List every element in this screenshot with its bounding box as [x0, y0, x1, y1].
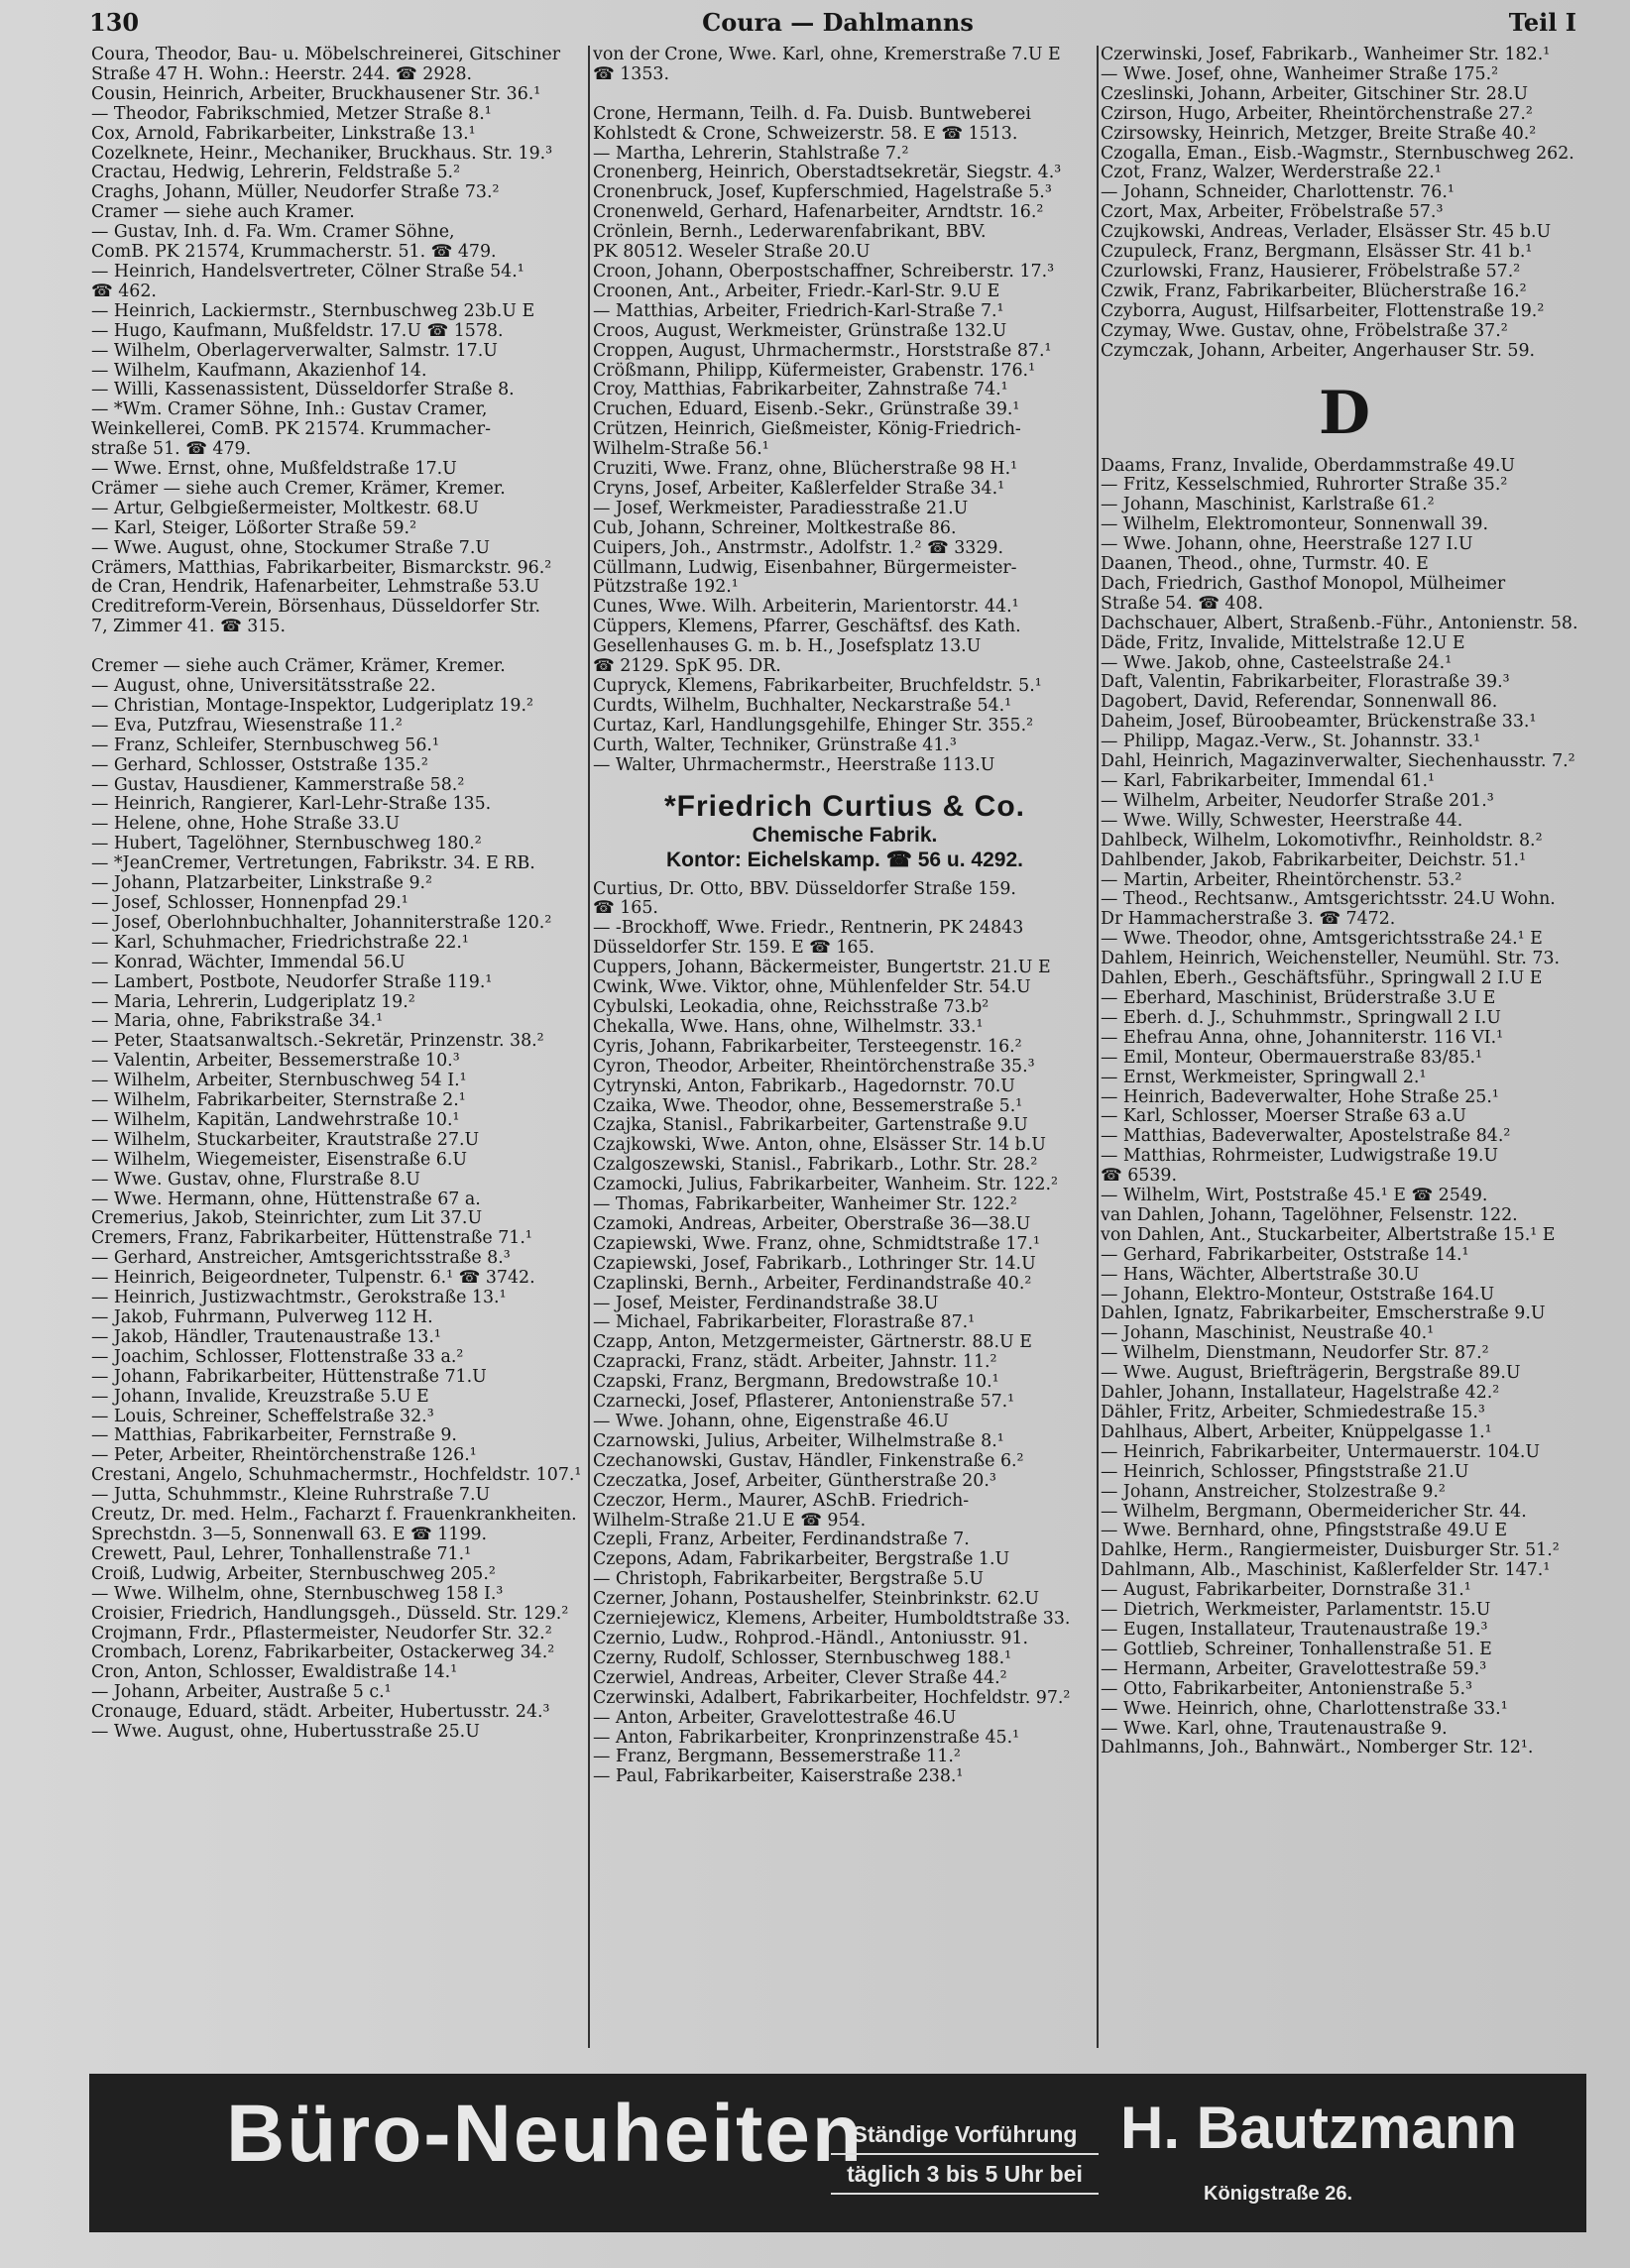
- directory-entry: Czwik, Franz, Fabrikarbeiter, Blücherstraße 16.²: [1101, 282, 1527, 301]
- directory-entry: — Peter, Staatsanwaltsch.-Sekretär, Prinzenstr. 38.²: [91, 1032, 544, 1052]
- directory-entry: — Heinrich, Justizwachtmstr., Gerokstraße 13.¹: [91, 1289, 507, 1308]
- directory-entry: — Johann, Anstreicher, Stolzestraße 9.²: [1101, 1482, 1446, 1502]
- directory-entry: Cuppers, Johann, Bäckermeister, Bungertstr. 21.U E: [593, 959, 1051, 978]
- directory-entry: Cüppers, Klemens, Pfarrer, Geschäftsf. des Kath.: [593, 618, 1021, 637]
- directory-entry: — *JeanCremer, Vertretungen, Fabrikstr. 34. E RB.: [91, 854, 535, 874]
- directory-entry: Sprechstdn. 3—5, Sonnenwall 63. E ☎ 1199.: [91, 1525, 488, 1544]
- directory-entry: Czernio, Ludw., Rohprod.-Händl., Antoniusstr. 91.: [593, 1629, 1029, 1648]
- directory-entry: Dahlmanns, Joh., Bahnwärt., Nomberger Str. 12¹.: [1101, 1739, 1534, 1758]
- directory-entry: Czeczatka, Josef, Arbeiter, Güntherstraße 20.³: [593, 1471, 996, 1491]
- directory-entry: — Lambert, Postbote, Neudorfer Straße 119.¹: [91, 972, 493, 992]
- directory-entry: — Wwe. Josef, ohne, Wanheimer Straße 175.²: [1101, 64, 1499, 84]
- directory-entry: 7, Zimmer 41. ☎ 315.: [91, 618, 286, 637]
- directory-entry: — Martha, Lehrerin, Stahlstraße 7.²: [593, 144, 909, 164]
- directory-entry: — Gustav, Hausdiener, Kammerstraße 58.²: [91, 775, 465, 795]
- directory-entry: van Dahlen, Johann, Tagelöhner, Felsenstr. 122.: [1101, 1205, 1518, 1225]
- directory-entry: — Wwe. August, ohne, Hubertusstraße 25.U: [91, 1723, 480, 1743]
- directory-entry: — Josef, Werkmeister, Paradiesstraße 21.U: [593, 499, 969, 518]
- directory-entry: Straße 47 H. Wohn.: Heerstr. 244. ☎ 2928.: [91, 64, 473, 84]
- directory-entry: — Gottlieb, Schreiner, Tonhallenstraße 51. E: [1101, 1640, 1492, 1659]
- directory-entry: Czirson, Hugo, Arbeiter, Rheintörchenstraße 27.²: [1101, 104, 1533, 124]
- directory-entry: — Emil, Monteur, Obermauerstraße 83/85.¹: [1101, 1048, 1483, 1068]
- directory-entry: Cozelknete, Heinr., Mechaniker, Bruckhaus. Str. 19.³: [91, 144, 553, 164]
- directory-entry: Czort, Max, Arbeiter, Fröbelstraße 57.³: [1101, 203, 1444, 223]
- directory-entry: Czerwinski, Adalbert, Fabrikarbeiter, Hochfeldstr. 97.²: [593, 1688, 1071, 1708]
- directory-entry: Czapiewski, Wwe. Franz, ohne, Schmidtstraße 17.¹: [593, 1234, 1040, 1254]
- directory-entry: Czymay, Wwe. Gustav, ohne, Fröbelstraße 37.²: [1101, 321, 1508, 341]
- directory-entry: — Helene, ohne, Hohe Straße 33.U: [91, 815, 400, 835]
- directory-entry: — Karl, Fabrikarbeiter, Immendal 61.¹: [1101, 772, 1435, 791]
- directory-entry: — Franz, Bergmann, Bessemerstraße 11.²: [593, 1748, 961, 1767]
- directory-entry: — Wwe. Ernst, ohne, Mußfeldstraße 17.U: [91, 460, 457, 480]
- directory-entry: — Ehefrau Anna, ohne, Johanniterstr. 116 VI.¹: [1101, 1028, 1504, 1048]
- directory-entry: — Gerhard, Schlosser, Oststraße 135.²: [91, 755, 428, 775]
- directory-entry: — Heinrich, Handelsvertreter, Cölner Straße 54.¹: [91, 262, 524, 282]
- directory-entry: Czot, Franz, Walzer, Werderstraße 22.¹: [1101, 164, 1442, 183]
- directory-entry: Czamocki, Julius, Fabrikarbeiter, Wanheim. Str. 122.²: [593, 1176, 1058, 1195]
- directory-entry: — Louis, Schreiner, Scheffelstraße 32.³: [91, 1407, 434, 1426]
- directory-entry: de Cran, Hendrik, Hafenarbeiter, Lehmstraße 53.U: [91, 578, 540, 598]
- directory-entry: Croonen, Ant., Arbeiter, Friedr.-Karl-Str. 9.U E: [593, 282, 1000, 301]
- directory-entry: — Jakob, Fuhrmann, Pulverweg 112 H.: [91, 1308, 433, 1327]
- directory-entry: — Thomas, Fabrikarbeiter, Wanheimer Str. 122.²: [593, 1195, 1017, 1215]
- directory-entry: — Heinrich, Badeverwalter, Hohe Straße 25.¹: [1101, 1087, 1499, 1107]
- directory-entry: — Wwe. Heinrich, ohne, Charlottenstraße 33.¹: [1101, 1699, 1508, 1719]
- directory-entry: — Fritz, Kesselschmied, Ruhrorter Straße 35.²: [1101, 476, 1508, 496]
- directory-entry: Dach, Friedrich, Gasthof Monopol, Mülheimer: [1101, 574, 1506, 594]
- directory-entry: Dagobert, David, Referendar, Sonnenwall 86.: [1101, 693, 1498, 713]
- directory-entry: Cremerius, Jakob, Steinrichter, zum Lit 37.U: [91, 1209, 483, 1229]
- directory-entry: — Eugen, Installateur, Trautenaustraße 19.³: [1101, 1620, 1488, 1640]
- directory-entry: — Wilhelm, Kaufmann, Akazienhof 14.: [91, 361, 427, 381]
- directory-entry: Czerniejewicz, Klemens, Arbeiter, Humboldtstraße 33.: [593, 1610, 1071, 1630]
- directory-entry: — August, Fabrikarbeiter, Dornstraße 31.¹: [1101, 1581, 1471, 1601]
- column-2: [593, 46, 1097, 2062]
- directory-entry: — Hans, Wächter, Albertstraße 30.U: [1101, 1265, 1420, 1285]
- directory-entry: — Valentin, Arbeiter, Bessemerstraße 10.³: [91, 1052, 460, 1072]
- directory-entry: Czapp, Anton, Metzgermeister, Gärtnerstr. 88.U E: [593, 1333, 1032, 1353]
- directory-entry: Czajkowski, Wwe. Anton, ohne, Elsässer Str. 14 b.U: [593, 1136, 1046, 1156]
- directory-entry: Kohlstedt & Crone, Schweizerstr. 58. E ☎ 1513.: [593, 124, 1018, 144]
- directory-entry: — Maria, Lehrerin, Ludgeriplatz 19.²: [91, 992, 415, 1012]
- page-number: 130: [89, 8, 140, 37]
- directory-entry: — Heinrich, Rangierer, Karl-Lehr-Straße 135.: [91, 795, 492, 815]
- directory-entry: Crößmann, Philipp, Küfermeister, Grabenstr. 176.¹: [593, 361, 1036, 381]
- directory-entry: — Hugo, Kaufmann, Mußfeldstr. 17.U ☎ 1578.: [91, 321, 504, 341]
- directory-entry: — Matthias, Badeverwalter, Apostelstraße 84.²: [1101, 1127, 1511, 1147]
- directory-entry: — Martin, Arbeiter, Rheintörchenstr. 53.²: [1101, 870, 1462, 890]
- directory-entry: Daanen, Theod., ohne, Turmstr. 40. E: [1101, 555, 1429, 575]
- directory-entry: — Christian, Montage-Inspektor, Ludgeriplatz 19.²: [91, 696, 533, 716]
- directory-entry: straße 51. ☎ 479.: [91, 440, 252, 460]
- directory-entry: — Maria, ohne, Fabrikstraße 34.¹: [91, 1012, 384, 1032]
- directory-entry: Curtaz, Karl, Handlungsgehilfe, Ehinger Str. 355.²: [593, 716, 1034, 736]
- banner-firm: H. Bautzmann: [1120, 2095, 1518, 2161]
- directory-entry: — Ernst, Werkmeister, Springwall 2.¹: [1101, 1068, 1427, 1087]
- directory-entry: — Anton, Arbeiter, Gravelottestraße 46.U: [593, 1708, 957, 1728]
- directory-entry: — Theod., Rechtsanw., Amtsgerichtsstr. 24.U Wohn.: [1101, 890, 1556, 910]
- directory-entry: ☎ 462.: [91, 282, 157, 301]
- directory-entry: — Theodor, Fabrikschmied, Metzer Straße 8.¹: [91, 104, 492, 124]
- directory-entry: Czapracki, Franz, städt. Arbeiter, Jahnstr. 11.²: [593, 1353, 997, 1373]
- directory-entry: — Wilhelm, Wiegemeister, Eisenstraße 6.U: [91, 1150, 468, 1170]
- directory-entry: — Johann, Arbeiter, Austraße 5 c.¹: [91, 1683, 392, 1703]
- column-rule: [588, 46, 590, 2048]
- directory-entry: — Wilhelm, Stuckarbeiter, Krautstraße 27.U: [91, 1130, 480, 1150]
- directory-entry: — Hermann, Arbeiter, Gravelottestraße 59.³: [1101, 1659, 1487, 1679]
- directory-entry: Czalgoszewski, Stanisl., Fabrikarb., Lothr. Str. 28.²: [593, 1156, 1038, 1176]
- directory-entry: Czeczor, Herm., Maurer, ASchB. Friedrich-: [593, 1491, 970, 1511]
- directory-entry: — Johann, Invalide, Kreuzstraße 5.U E: [91, 1387, 429, 1407]
- directory-entry: Croppen, August, Uhrmachermstr., Horststraße 87.¹: [593, 341, 1052, 361]
- directory-entry: — Wilhelm, Bergmann, Obermeidericher Str. 44.: [1101, 1502, 1527, 1522]
- directory-entry: — Wwe. Hermann, ohne, Hüttenstraße 67 a.: [91, 1190, 481, 1209]
- directory-entry: Czarnowski, Julius, Arbeiter, Wilhelmstraße 8.¹: [593, 1431, 1004, 1451]
- directory-entry: — Wilhelm, Arbeiter, Neudorfer Straße 201.³: [1101, 791, 1494, 811]
- directory-entry: — Franz, Schleifer, Sternbuschweg 56.¹: [91, 736, 439, 755]
- directory-entry: Czajka, Stanisl., Fabrikarbeiter, Gartenstraße 9.U: [593, 1116, 1028, 1136]
- directory-entry: Czupuleck, Franz, Bergmann, Elsässer Str. 41 b.¹: [1101, 243, 1533, 263]
- directory-entry: Czogalla, Eman., Eisb.-Wagmstr., Sternbuschweg 262.: [1101, 144, 1574, 164]
- directory-entry: Cractau, Hedwig, Lehrerin, Feldstraße 5.²: [91, 164, 461, 183]
- directory-entry: Cremers, Franz, Fabrikarbeiter, Hüttenstraße 71.¹: [91, 1229, 532, 1249]
- directory-entry: Dahlbender, Jakob, Fabrikarbeiter, Deichstr. 51.¹: [1101, 850, 1527, 870]
- directory-entry: Crojmann, Frdr., Pflastermeister, Neudorfer Str. 32.²: [91, 1624, 552, 1644]
- directory-entry: Dahlen, Eberh., Geschäftsführ., Springwall 2 I.U E: [1101, 969, 1543, 989]
- directory-entry: — Walter, Uhrmachermstr., Heerstraße 113.U: [593, 755, 995, 775]
- directory-entry: Weinkellerei, ComB. PK 21574. Krummacher-: [91, 420, 491, 440]
- directory-entry: Czujkowski, Andreas, Verlader, Elsässer Str. 45 b.U: [1101, 223, 1552, 243]
- banner-headline: Büro-Neuheiten: [226, 2089, 864, 2179]
- directory-entry: Croon, Johann, Oberpostschaffner, Schreiberstr. 17.³: [593, 262, 1055, 282]
- directory-entry: — August, ohne, Universitätsstraße 22.: [91, 677, 436, 696]
- directory-entry: Czirsowsky, Heinrich, Metzger, Breite Straße 40.²: [1101, 124, 1537, 144]
- directory-entry: Crewett, Paul, Lehrer, Tonhallenstraße 71.¹: [91, 1544, 472, 1564]
- directory-entry: — Christoph, Fabrikarbeiter, Bergstraße 5.U: [593, 1570, 985, 1590]
- directory-entry: — Wilhelm, Fabrikarbeiter, Sternstraße 2.¹: [91, 1091, 466, 1111]
- directory-entry: Cupryck, Klemens, Fabrikarbeiter, Bruchfeldstr. 5.¹: [593, 677, 1042, 696]
- directory-entry: — Wwe. Gustav, ohne, Flurstraße 8.U: [91, 1170, 420, 1190]
- directory-entry: von Dahlen, Ant., Stuckarbeiter, Albertstraße 15.¹ E: [1101, 1225, 1556, 1245]
- section-letter: D: [1318, 378, 1371, 448]
- directory-entry: Dahler, Johann, Installateur, Hagelstraße 42.²: [1101, 1384, 1500, 1404]
- directory-entry: — Eva, Putzfrau, Wiesenstraße 11.²: [91, 716, 403, 736]
- directory-entry: — Hubert, Tagelöhner, Sternbuschweg 180.²: [91, 835, 482, 854]
- directory-entry: Gesellenhauses G. m. b. H., Josefsplatz 13.U: [593, 637, 982, 657]
- directory-entry: — Johann, Elektro-Monteur, Oststraße 164.U: [1101, 1285, 1495, 1304]
- advertisement-banner: [89, 2074, 1586, 2232]
- directory-entry: Dahlen, Ignatz, Fabrikarbeiter, Emscherstraße 9.U: [1101, 1304, 1546, 1324]
- directory-entry: Czechanowski, Gustav, Händler, Finkenstraße 6.²: [593, 1451, 1024, 1471]
- directory-entry: — Johann, Platzarbeiter, Linkstraße 9.²: [91, 874, 433, 894]
- directory-entry: — Heinrich, Fabrikarbeiter, Untermauerstr. 104.U: [1101, 1442, 1541, 1462]
- directory-entry: Crützen, Heinrich, Gießmeister, König-Friedrich-: [593, 420, 1021, 440]
- directory-entry: Curth, Walter, Techniker, Grünstraße 41.³: [593, 736, 957, 755]
- directory-entry: — Philipp, Magaz.-Verw., St. Johannstr. 33.¹: [1101, 733, 1481, 752]
- directory-entry: Dahlbeck, Wilhelm, Lokomotivfhr., Reinholdstr. 8.²: [1101, 831, 1543, 850]
- directory-entry: Czerny, Rudolf, Schlosser, Sternbuschweg 188.¹: [593, 1648, 1012, 1668]
- column-rule: [1097, 46, 1099, 2048]
- directory-entry: — Anton, Fabrikarbeiter, Kronprinzenstraße 45.¹: [593, 1728, 1020, 1748]
- directory-entry: — Michael, Fabrikarbeiter, Florastraße 87.¹: [593, 1313, 976, 1333]
- directory-entry: — Willi, Kassenassistent, Düsseldorfer Straße 8.: [91, 381, 515, 400]
- directory-entry: — Dietrich, Werkmeister, Parlamentstr. 15.U: [1101, 1601, 1491, 1621]
- directory-entry: — Wilhelm, Dienstmann, Neudorfer Str. 87.²: [1101, 1344, 1489, 1364]
- directory-entry: Cuipers, Joh., Anstrmstr., Adolfstr. 1.² ☎ 3329.: [593, 538, 1003, 558]
- directory-entry: Cox, Arnold, Fabrikarbeiter, Linkstraße 13.¹: [91, 124, 476, 144]
- ad-subtitle: Chemische Fabrik.: [752, 823, 938, 847]
- directory-entry: — Jakob, Händler, Trautenaustraße 13.¹: [91, 1327, 441, 1347]
- directory-entry: Crestani, Angelo, Schuhmachermstr., Hochfeldstr. 107.¹: [91, 1466, 582, 1486]
- directory-entry: — Josef, Oberlohnbuchhalter, Johanniterstraße 120.²: [91, 913, 552, 933]
- directory-entry: Curtius, Dr. Otto, BBV. Düsseldorfer Straße 159.: [593, 879, 1016, 899]
- inline-advertisement: [593, 790, 1097, 872]
- directory-entry: Cyris, Johann, Fabrikarbeiter, Tersteegenstr. 16.²: [593, 1037, 1022, 1057]
- directory-entry: Czymczak, Johann, Arbeiter, Angerhauser Str. 59.: [1101, 341, 1536, 361]
- directory-entry: Düsseldorfer Str. 159. E ☎ 165.: [593, 939, 875, 959]
- directory-entry: Craghs, Johann, Müller, Neudorfer Straße 73.²: [91, 183, 500, 203]
- column-1: [91, 46, 587, 2062]
- directory-entry: — Jutta, Schuhmmstr., Kleine Ruhrstraße 7.U: [91, 1486, 491, 1506]
- directory-entry: — Karl, Steiger, Lößorter Straße 59.²: [91, 518, 417, 538]
- banner-hours: [831, 2115, 1099, 2195]
- directory-entry: Daft, Valentin, Fabrikarbeiter, Florastraße 39.³: [1101, 673, 1510, 693]
- directory-entry: Cronenbruck, Josef, Kupferschmied, Hagelstraße 5.³: [593, 183, 1052, 203]
- directory-entry: Dahlmann, Alb., Maschinist, Kaßlerfelder Str. 147.¹: [1101, 1561, 1551, 1581]
- directory-entry: Czerner, Johann, Postaushelfer, Steinbrinkstr. 62.U: [593, 1590, 1039, 1610]
- directory-entry: Daheim, Josef, Büroobeamter, Brückenstraße 33.¹: [1101, 713, 1537, 733]
- directory-entry: Wilhelm-Straße 56.¹: [593, 440, 769, 460]
- directory-entry: — Wwe. Jakob, ohne, Casteelstraße 24.¹: [1101, 653, 1453, 673]
- directory-entry: — Wilhelm, Elektromonteur, Sonnenwall 39.: [1101, 515, 1489, 535]
- page-header: [89, 8, 1586, 44]
- directory-entry: — *Wm. Cramer Söhne, Inh.: Gustav Cramer,: [91, 400, 488, 420]
- directory-entry: Straße 54. ☎ 408.: [1101, 594, 1264, 614]
- directory-entry: — Wwe. Bernhard, ohne, Pfingststraße 49.U E: [1101, 1522, 1508, 1541]
- directory-entry: Czepli, Franz, Arbeiter, Ferdinandstraße 7.: [593, 1531, 970, 1550]
- directory-entry: Croy, Matthias, Fabrikarbeiter, Zahnstraße 74.¹: [593, 381, 1008, 400]
- directory-entry: Czurlowski, Franz, Hausierer, Fröbelstraße 57.²: [1101, 262, 1521, 282]
- directory-entry: — Wilhelm, Kapitän, Landwehrstraße 10.¹: [91, 1110, 460, 1130]
- directory-entry: — Wwe. Karl, ohne, Trautenaustraße 9.: [1101, 1719, 1448, 1739]
- directory-entry: Dahlke, Herm., Rangiermeister, Duisburger Str. 51.²: [1101, 1541, 1560, 1561]
- directory-entry: Croos, August, Werkmeister, Grünstraße 132.U: [593, 321, 1007, 341]
- directory-entry: — Joachim, Schlosser, Flottenstraße 33 a.²: [91, 1347, 464, 1367]
- directory-entry: ☎ 6539.: [1101, 1167, 1177, 1187]
- directory-entry: [91, 637, 587, 657]
- directory-entry: Cwink, Wwe. Viktor, ohne, Mühlenfelder Str. 54.U: [593, 978, 1031, 998]
- directory-entry: [593, 85, 1097, 105]
- directory-entry: Croiß, Ludwig, Arbeiter, Sternbuschweg 205.²: [91, 1564, 496, 1584]
- directory-entry: Cronauge, Eduard, städt. Arbeiter, Hubertusstr. 24.³: [91, 1703, 550, 1723]
- directory-entry: Crämers, Matthias, Fabrikarbeiter, Bismarckstr. 96.²: [91, 558, 552, 578]
- directory-entry: — Johann, Schneider, Charlottenstr. 76.¹: [1101, 183, 1455, 203]
- directory-entry: Cremer — siehe auch Crämer, Krämer, Kremer.: [91, 657, 506, 677]
- directory-entry: Czyborra, August, Hilfsarbeiter, Flottenstraße 19.²: [1101, 301, 1545, 321]
- directory-entry: Pützstraße 192.¹: [593, 578, 739, 598]
- directory-entry: Cryns, Josef, Arbeiter, Kaßlerfelder Straße 34.¹: [593, 479, 1005, 499]
- directory-entry: Czaplinski, Bernh., Arbeiter, Ferdinandstraße 40.²: [593, 1274, 1032, 1294]
- directory-entry: Dahlhaus, Albert, Arbeiter, Knüppelgasse 1.¹: [1101, 1422, 1492, 1442]
- directory-entry: Coura, Theodor, Bau- u. Möbelschreinerei, Gitschiner: [91, 46, 561, 64]
- directory-entry: — Wwe. Willy, Schwester, Heerstraße 44.: [1101, 811, 1463, 831]
- directory-entry: — Konrad, Wächter, Immendal 56.U: [91, 953, 406, 972]
- directory-entry: Cyron, Theodor, Arbeiter, Rheintörchenstraße 35.³: [593, 1057, 1035, 1077]
- directory-entry: Daams, Franz, Invalide, Oberdammstraße 49.U: [1101, 456, 1516, 476]
- ad-title: *Friedrich Curtius & Co.: [663, 789, 1026, 823]
- running-head: Coura — Dahlmanns: [702, 8, 974, 37]
- directory-entry: Cruchen, Eduard, Eisenb.-Sekr., Grünstraße 39.¹: [593, 400, 1020, 420]
- directory-entry: — Wwe. Wilhelm, ohne, Sternbuschweg 158 I.³: [91, 1584, 504, 1604]
- directory-entry: Croisier, Friedrich, Handlungsgeh., Düsseld. Str. 129.²: [91, 1604, 569, 1624]
- directory-entry: — Karl, Schuhmacher, Friedrichstraße 22.¹: [91, 933, 469, 953]
- directory-entry: Czapski, Franz, Bergmann, Bredowstraße 10.¹: [593, 1373, 999, 1393]
- directory-entry: — Matthias, Arbeiter, Friedrich-Karl-Straße 7.¹: [593, 301, 1004, 321]
- part-label: Teil I: [1508, 8, 1576, 37]
- banner-address: Königstraße 26.: [1204, 2183, 1353, 2205]
- directory-entry: — Gerhard, Fabrikarbeiter, Oststraße 14.¹: [1101, 1245, 1469, 1265]
- directory-entry: Czamoki, Andreas, Arbeiter, Oberstraße 36—38.U: [593, 1214, 1031, 1234]
- directory-entry: Dahlem, Heinrich, Weichensteller, Neumühl. Str. 73.: [1101, 950, 1561, 969]
- directory-entry: Cub, Johann, Schreiner, Moltkestraße 86.: [593, 518, 957, 538]
- directory-entry: — Otto, Fabrikarbeiter, Antonienstraße 5.³: [1101, 1679, 1472, 1699]
- directory-entry: Czapiewski, Josef, Fabrikarb., Lothringer Str. 14.U: [593, 1254, 1036, 1274]
- directory-entry: — Josef, Meister, Ferdinandstraße 38.U: [593, 1294, 939, 1313]
- directory-entry: Chekalla, Wwe. Hans, ohne, Wilhelmstr. 33.¹: [593, 1017, 984, 1037]
- directory-entry: Cousin, Heinrich, Arbeiter, Bruckhausener Str. 36.¹: [91, 84, 541, 104]
- directory-entry: Czerwiel, Andreas, Arbeiter, Clever Straße 44.²: [593, 1668, 1007, 1688]
- directory-entry: — Gustav, Inh. d. Fa. Wm. Cramer Söhne,: [91, 223, 455, 243]
- directory-entry: — Heinrich, Lackiermstr., Sternbuschweg 23b.U E: [91, 301, 535, 321]
- directory-entry: Czerwinski, Josef, Fabrikarb., Wanheimer Str. 182.¹: [1101, 46, 1551, 64]
- directory-entry: — Johann, Fabrikarbeiter, Hüttenstraße 71.U: [91, 1367, 487, 1387]
- directory-entry: Dachschauer, Albert, Straßenb.-Führ., Antonienstr. 58.: [1101, 614, 1578, 633]
- directory-entry: Cybulski, Leokadia, ohne, Reichsstraße 73.b²: [593, 997, 990, 1017]
- directory-entry: — Eberhard, Maschinist, Brüderstraße 3.U E: [1101, 988, 1496, 1008]
- directory-entry: Czeslinski, Johann, Arbeiter, Gitschiner Str. 28.U: [1101, 84, 1529, 104]
- directory-entry: — Johann, Maschinist, Neustraße 40.¹: [1101, 1324, 1435, 1344]
- directory-entry: von der Crone, Wwe. Karl, ohne, Kremerstraße 7.U E: [593, 46, 1061, 64]
- directory-entry: — Wwe. August, Briefträgerin, Bergstraße 89.U: [1101, 1364, 1521, 1384]
- directory-entry: Cüllmann, Ludwig, Eisenbahner, Bürgermeister-: [593, 558, 1017, 578]
- directory-entry: — Wwe. Johann, ohne, Eigenstraße 46.U: [593, 1413, 949, 1431]
- directory-entry: — Heinrich, Schlosser, Pfingststraße 21.U: [1101, 1462, 1469, 1482]
- directory-entry: Dähler, Fritz, Arbeiter, Schmiedestraße 15.³: [1101, 1404, 1485, 1422]
- directory-entry: — Wwe. Theodor, ohne, Amtsgerichtsstraße 24.¹ E: [1101, 930, 1543, 950]
- directory-entry: — -Brockhoff, Wwe. Friedr., Rentnerin, PK 24843: [593, 919, 1024, 939]
- directory-entry: Czepons, Adam, Fabrikarbeiter, Bergstraße 1.U: [593, 1550, 1010, 1570]
- directory-entry: — Wwe. Johann, ohne, Heerstraße 127 I.U: [1101, 535, 1473, 555]
- directory-entry: Wilhelm-Straße 21.U E ☎ 954.: [593, 1511, 867, 1531]
- banner-line-2: täglich 3 bis 5 Uhr bei: [831, 2155, 1099, 2195]
- directory-entry: ☎ 2129. SpK 95. DR.: [593, 657, 781, 677]
- directory-entry: — Peter, Arbeiter, Rheintörchenstraße 126.¹: [91, 1446, 477, 1466]
- directory-entry: ComB. PK 21574, Krummacherstr. 51. ☎ 479.: [91, 243, 497, 263]
- directory-entry: Cronenweld, Gerhard, Hafenarbeiter, Arndtstr. 16.²: [593, 203, 1044, 223]
- directory-entry: — Eberh. d. J., Schuhmmstr., Springwall 2 I.U: [1101, 1008, 1501, 1028]
- directory-entry: — Matthias, Rohrmeister, Ludwigstraße 19.U: [1101, 1147, 1499, 1167]
- directory-entry: — Karl, Schlosser, Moerser Straße 63 a.U: [1101, 1107, 1466, 1127]
- column-3: [1101, 46, 1588, 2062]
- directory-entry: ☎ 1353.: [593, 64, 669, 84]
- directory-entry: — Josef, Schlosser, Honnenpfad 29.¹: [91, 893, 408, 913]
- directory-entry: — Gerhard, Anstreicher, Amtsgerichtsstraße 8.³: [91, 1249, 511, 1269]
- directory-entry: PK 80512. Weseler Straße 20.U: [593, 243, 871, 263]
- directory-entry: — Wilhelm, Arbeiter, Sternbuschweg 54 I.¹: [91, 1072, 467, 1091]
- directory-entry: — Artur, Gelbgießermeister, Moltkestr. 68.U: [91, 499, 479, 518]
- directory-entry: Cronenberg, Heinrich, Oberstadtsekretär, Siegstr. 4.³: [593, 164, 1062, 183]
- directory-entry: Cunes, Wwe. Wilh. Arbeiterin, Marientorstr. 44.¹: [593, 598, 1019, 618]
- directory-entry: — Paul, Fabrikarbeiter, Kaiserstraße 238.¹: [593, 1767, 964, 1787]
- directory-entry: Däde, Fritz, Invalide, Mittelstraße 12.U E: [1101, 633, 1465, 653]
- directory-entry: Crombach, Lorenz, Fabrikarbeiter, Ostackerweg 34.²: [91, 1644, 555, 1663]
- directory-entry: — Wwe. August, ohne, Stockumer Straße 7.U: [91, 538, 491, 558]
- directory-entry: Czarnecki, Josef, Pflasterer, Antonienstraße 57.¹: [593, 1393, 1015, 1413]
- directory-entry: — Wilhelm, Wirt, Poststraße 45.¹ E ☎ 2549.: [1101, 1187, 1488, 1206]
- banner-line-1: Ständige Vorführung: [831, 2115, 1099, 2155]
- directory-entry: Cron, Anton, Schlosser, Ewaldistraße 14.¹: [91, 1663, 458, 1683]
- directory-entry: — Johann, Maschinist, Karlstraße 61.²: [1101, 496, 1435, 515]
- ad-contact: Kontor: Eichelskamp. ☎ 56 u. 4292.: [666, 848, 1023, 871]
- directory-entry: Czaika, Wwe. Theodor, ohne, Bessemerstraße 5.¹: [593, 1096, 1023, 1116]
- directory-entry: Curdts, Wilhelm, Buchhalter, Neckarstraße 54.¹: [593, 696, 1012, 716]
- directory-entry: Crönlein, Bernh., Lederwarenfabrikant, BBV.: [593, 223, 987, 243]
- directory-entry: Creutz, Dr. med. Helm., Facharzt f. Frauenkrankheiten.: [91, 1506, 577, 1526]
- directory-entry: — Wilhelm, Oberlagerverwalter, Salmstr. 17.U: [91, 341, 498, 361]
- directory-entry: Dahl, Heinrich, Magazinverwalter, Siechenhausstr. 7.²: [1101, 752, 1575, 772]
- directory-entry: Crone, Hermann, Teilh. d. Fa. Duisb. Buntweberei: [593, 104, 1031, 124]
- directory-entry: ☎ 165.: [593, 899, 658, 919]
- directory-entry: Cruziti, Wwe. Franz, ohne, Blücherstraße 98 H.¹: [593, 460, 1018, 480]
- directory-entry: Cramer — siehe auch Kramer.: [91, 203, 355, 223]
- directory-entry: Cytrynski, Anton, Fabrikarb., Hagedornstr. 70.U: [593, 1077, 1015, 1096]
- directory-entry: Dr Hammacherstraße 3. ☎ 7472.: [1101, 910, 1396, 930]
- directory-entry: Crämer — siehe auch Cremer, Krämer, Kremer.: [91, 479, 506, 499]
- directory-entry: Creditreform-Verein, Börsenhaus, Düsseldorfer Str.: [91, 598, 541, 618]
- directory-entry: — Matthias, Fabrikarbeiter, Fernstraße 9.: [91, 1426, 457, 1446]
- directory-entry: — Heinrich, Beigeordneter, Tulpenstr. 6.¹ ☎ 3742.: [91, 1269, 535, 1289]
